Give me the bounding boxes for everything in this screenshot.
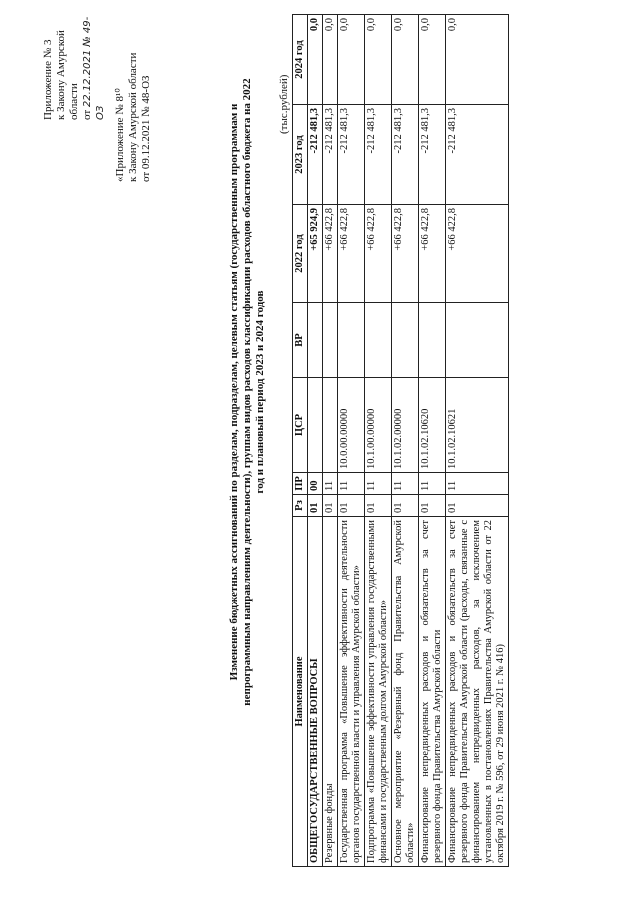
cell-csr: [323, 378, 338, 473]
ref-appendix-number: «Приложение № 8¹⁰: [114, 88, 126, 182]
cell-y2024: 0,0: [323, 15, 338, 105]
cell-pr: 11: [392, 473, 419, 495]
cell-y2024: 0,0: [308, 15, 323, 105]
document-title: Изменение бюджетных ассигнований по разделам, подразделам, целевым статьям (государственным программам и непрограммным направлениям деятельности), группам видов расходов классификации расходов областного бюджета на 2022 год и плановый период 2023 и 2024 годов: [228, 78, 266, 706]
cell-vr: [338, 303, 365, 378]
cell-csr: 10.0.00.00000: [338, 378, 365, 473]
cell-vr: [365, 303, 392, 378]
cell-rz: 01: [365, 495, 392, 517]
header-vr: ВР: [293, 303, 308, 378]
cell-y2023: -212 481,3: [446, 105, 509, 205]
cell-pr: 11: [338, 473, 365, 495]
table-row: [446, 15, 509, 867]
table-body: [308, 15, 509, 867]
cell-y2022: +65 924,9: [308, 205, 323, 303]
cell-pr: 11: [323, 473, 338, 495]
cell-y2023: -212 481,3: [419, 105, 446, 205]
cell-name: Государственная программа «Повышение эффективности деятельности органов государственной власти и управления Амурской области»: [338, 517, 365, 867]
cell-y2022: +66 422,8: [392, 205, 419, 303]
cell-y2023: -212 481,3: [365, 105, 392, 205]
units-label: (тыс.рублей): [278, 74, 290, 134]
cell-y2022: +66 422,8: [446, 205, 509, 303]
cell-csr: 10.1.02.10621: [446, 378, 509, 473]
cell-rz: 01: [338, 495, 365, 517]
cell-name: Финансирование непредвиденных расходов и обязательств за счет резервного фонда Правительства Амурской области (расходы, связанные с финансированием непредвиденных расходов, за исключением установленных в постановлениях Правительства Амурской области от 22 октября 2019 г. № 596, от 29 июня 2021 г. № 416): [446, 517, 509, 867]
cell-csr: [308, 378, 323, 473]
header-2022: 2022 год: [293, 205, 308, 303]
ref-appendix-law: к Закону Амурской области: [127, 52, 139, 182]
cell-y2023: -212 481,3: [323, 105, 338, 205]
header-2023: 2023 год: [293, 105, 308, 205]
cell-y2024: 0,0: [392, 15, 419, 105]
cell-vr: [308, 303, 323, 378]
cell-y2024: 0,0: [338, 15, 365, 105]
cell-vr: [446, 303, 509, 378]
appendix-date: от 22.12.2021 № 49-ОЗ: [81, 16, 106, 120]
table-row: [419, 15, 446, 867]
table-row: [365, 15, 392, 867]
handwritten-date: 22.12.2021 № 49-ОЗ: [82, 16, 106, 120]
cell-csr: 10.1.02.10620: [419, 378, 446, 473]
table-row: [308, 15, 323, 867]
appendix-law: к Закону Амурской области: [55, 30, 80, 120]
cell-pr: 11: [446, 473, 509, 495]
appendix-note: [42, 10, 107, 120]
cell-name: Подпрограмма «Повышение эффективности управления государственными финансами и государственным долгом Амурской области»: [365, 517, 392, 867]
cell-name: Финансирование непредвиденных расходов и обязательств за счет резервного фонда Правительства Амурской области: [419, 517, 446, 867]
cell-vr: [419, 303, 446, 378]
cell-rz: 01: [446, 495, 509, 517]
cell-y2023: -212 481,3: [338, 105, 365, 205]
budget-table: [292, 14, 509, 867]
cell-rz: 01: [323, 495, 338, 517]
cell-y2022: +66 422,8: [419, 205, 446, 303]
rotated-sheet: [20, 12, 620, 892]
cell-vr: [323, 303, 338, 378]
header-rz: Рз: [293, 495, 308, 517]
appendix-number: Приложение № 3: [42, 39, 54, 120]
table-row: [338, 15, 365, 867]
cell-rz: 01: [392, 495, 419, 517]
header-csr: ЦСР: [293, 378, 308, 473]
cell-name: ОБЩЕГОСУДАРСТВЕННЫЕ ВОПРОСЫ: [308, 517, 323, 867]
table-header-row: [293, 15, 308, 867]
table-row: [392, 15, 419, 867]
cell-name: Резервные фонды: [323, 517, 338, 867]
cell-pr: 11: [365, 473, 392, 495]
ref-appendix-date: от 09.12.2021 № 48-ОЗ: [140, 75, 152, 182]
cell-y2024: 0,0: [365, 15, 392, 105]
cell-vr: [392, 303, 419, 378]
cell-y2024: 0,0: [446, 15, 509, 105]
cell-csr: 10.1.00.00000: [365, 378, 392, 473]
cell-rz: 01: [308, 495, 323, 517]
table-row: [323, 15, 338, 867]
cell-csr: 10.1.02.00000: [392, 378, 419, 473]
header-2024: 2024 год: [293, 15, 308, 105]
appendix-reference: [114, 12, 153, 182]
cell-y2023: -212 481,3: [392, 105, 419, 205]
cell-pr: 11: [419, 473, 446, 495]
cell-y2022: +66 422,8: [323, 205, 338, 303]
cell-name: Основное мероприятие «Резервный фонд Правительства Амурской области»: [392, 517, 419, 867]
header-pr: ПР: [293, 473, 308, 495]
cell-y2023: -212 481,3: [308, 105, 323, 205]
cell-y2022: +66 422,8: [338, 205, 365, 303]
cell-y2024: 0,0: [419, 15, 446, 105]
cell-y2022: +66 422,8: [365, 205, 392, 303]
cell-rz: 01: [419, 495, 446, 517]
cell-pr: 00: [308, 473, 323, 495]
header-name: Наименование: [293, 517, 308, 867]
